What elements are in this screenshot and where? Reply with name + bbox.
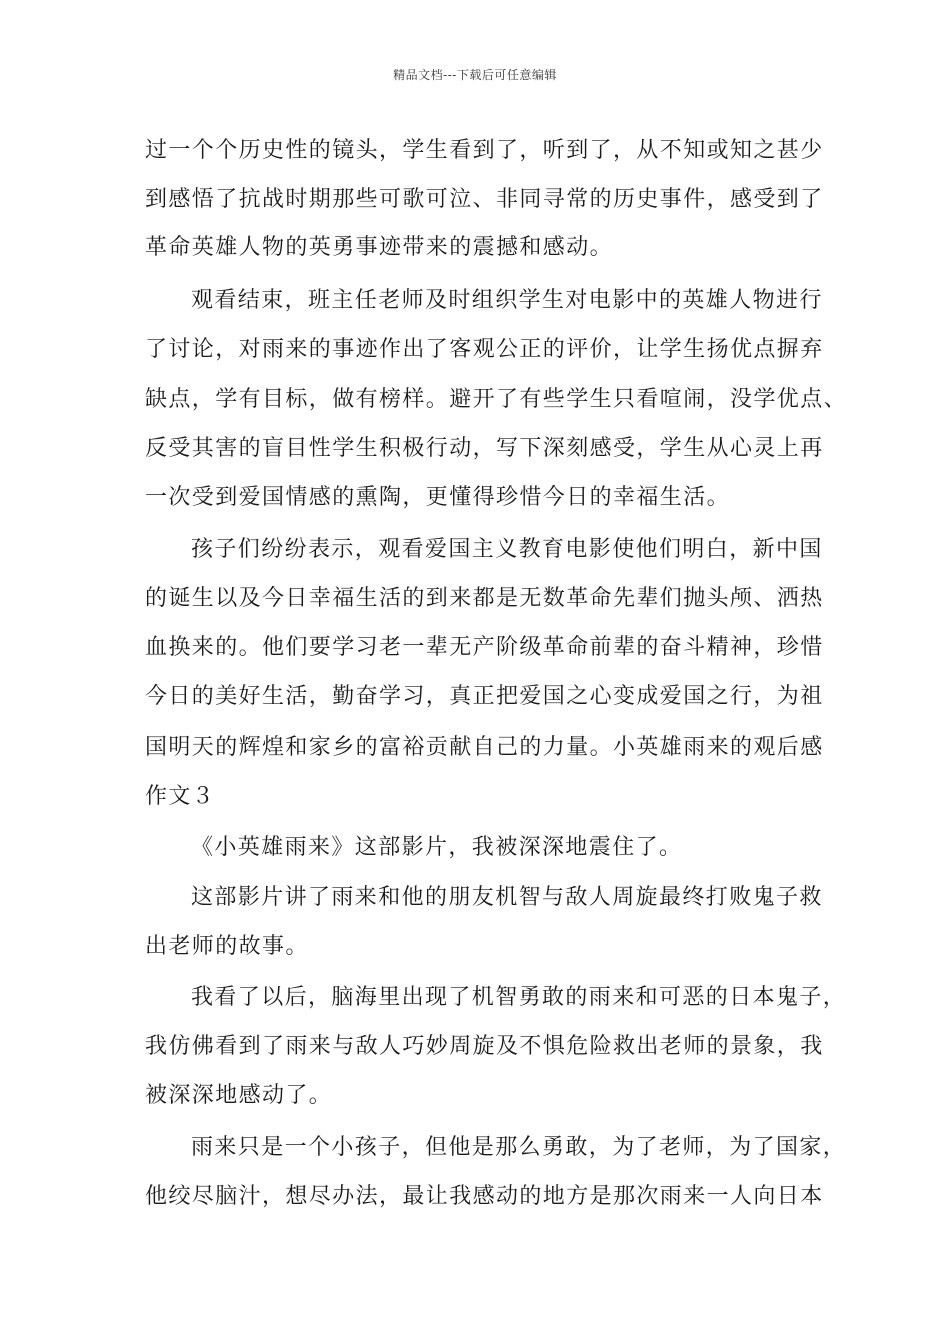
paragraph-first-line: 《小英雄雨来》这部影片，我被深深地震住了。	[191, 835, 683, 860]
text-line: 的诞生以及今日幸福生活的到来都是无数革命先辈们抛头颅、洒热	[145, 586, 824, 611]
paragraph-first-line: 这部影片讲了雨来和他的朋友机智与敌人周旋最终打败鬼子救	[191, 885, 823, 910]
text-line: 缺点，学有目标，做有榜样。避开了有些学生只看喧闹，没学优点、	[145, 387, 848, 412]
text-line: 被深深地感动了。	[145, 1083, 333, 1108]
text-line: 今日的美好生活，勤奋学习，真正把爱国之心变成爱国之行，为祖	[145, 684, 824, 709]
text-line: 他绞尽脑汁，想尽办法，最让我感动的地方是那次雨来一人向日本	[145, 1184, 824, 1209]
text-line: 了讨论，对雨来的事迹作出了客观公正的评价，让学生扬优点摒弃	[145, 337, 824, 362]
text-line: 血换来的。他们要学习老一辈无产阶级革命前辈的奋斗精神，珍惜	[145, 635, 824, 660]
text-line: 我仿佛看到了雨来与敌人巧妙周旋及不惧危险救出老师的景象，我	[145, 1034, 824, 1059]
text-line: 出老师的故事。	[145, 934, 309, 959]
text-line: 反受其害的盲目性学生积极行动，写下深刻感受，学生从心灵上再	[145, 436, 824, 461]
text-line: 到感悟了抗战时期那些可歌可泣、非同寻常的历史事件，感受到了	[145, 187, 824, 212]
paragraph-first-line: 孩子们纷纷表示，观看爱国主义教育电影使他们明白，新中国	[191, 537, 823, 562]
text-line: 革命英雄人物的英勇事迹带来的震撼和感动。	[145, 235, 614, 260]
text-line: 过一个个历史性的镜头，学生看到了，听到了，从不知或知之甚少	[145, 138, 824, 163]
paragraph-first-line: 我看了以后，脑海里出现了机智勇敢的雨来和可恶的日本鬼子，	[191, 985, 847, 1010]
page-header: 精品文档---下载后可任意编辑	[393, 68, 557, 82]
text-line: 一次受到爱国情感的熏陶，更懂得珍惜今日的幸福生活。	[145, 485, 731, 510]
text-line: 作文３	[145, 784, 216, 809]
text-line: 国明天的辉煌和家乡的富裕贡献自己的力量。小英雄雨来的观后感	[145, 735, 824, 760]
paragraph-first-line: 雨来只是一个小孩子，但他是那么勇敢，为了老师，为了国家，	[191, 1135, 847, 1160]
paragraph-first-line: 观看结束，班主任老师及时组织学生对电影中的英雄人物进行	[191, 288, 823, 313]
